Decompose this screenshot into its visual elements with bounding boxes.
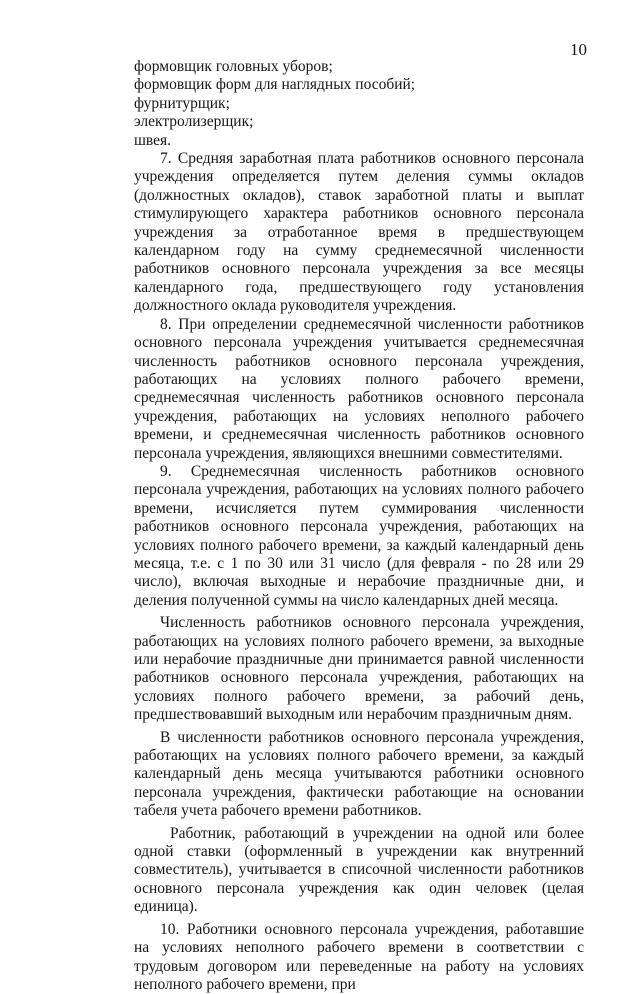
- paragraph-8: 8. При определении среднемесячной численности работников основного персонала учреждения учитывается среднемесячная численность работников основного персонала учреждения, работающих на условиях полного рабочего времени, среднемесячная численность работников основного персонала учреждения, работающих на условиях неполного рабочего времени, и среднемесячная численность работников основного персонала учреждения, являющихся внешними совместителями.: [134, 315, 584, 462]
- list-item: швея.: [134, 131, 172, 149]
- paragraph-10: 10. Работники основного персонала учреждения, работавшие на условиях неполного рабочего времени в соответствии с трудовым договором или переведенные на работу на условиях неполного рабочего времени, при: [134, 920, 584, 993]
- list-item: электролизерщик;: [134, 113, 254, 131]
- paragraph-7: 7. Средняя заработная плата работников основного персонала учреждения определяется путем деления суммы окладов (должностных окладов), ставок заработной платы и выплат стимулирующего характера работников основного персонала учреждения за отработанное время в предшествующем календарном году на сумму среднемесячной численности работников основного персонала учреждения за все месяцы календарного года, предшествующего году установления должностного оклада руководителя учреждения.: [134, 150, 584, 315]
- paragraph-internal-part-timer: Работник, работающий в учреждении на одной или более одной ставки (оформленный в учреждении как внутренний совместитель), учитывается в списочной численности работников основного персонала учреждения как один человек (целая единица).: [134, 824, 584, 916]
- profession-list: [134, 58, 584, 150]
- list-item: фурнитурщик;: [134, 94, 230, 112]
- document-body: [134, 58, 584, 994]
- list-item: формовщик форм для наглядных пособий;: [134, 76, 416, 94]
- page-number: 10: [570, 40, 587, 59]
- paragraph-weekend-count: Численность работников основного персонала учреждения, работающих на условиях полного рабочего времени, за выходные или нерабочие праздничные дни принимается равной численности работников основного персонала учреждения, работающих на условиях полного рабочего времени, за рабочий день, предшествовавший выходным или нерабочим праздничным дням.: [134, 614, 584, 724]
- list-item: формовщик головных уборов;: [134, 58, 333, 75]
- paragraph-9: 9. Среднемесячная численность работников основного персонала учреждения, работающих на условиях полного рабочего времени, исчисляется путем суммирования численности работников основного персонала учреждения, работающих на условиях полного рабочего времени, за каждый календарный день месяца, т.е. с 1 по 30 или 31 число (для февраля - по 28 или 29 число), включая выходные и нерабочие праздничные дни, и деления полученной суммы на число календарных дней месяца.: [134, 462, 584, 609]
- paragraph-daily-count: В численности работников основного персонала учреждения, работающих на условиях полного рабочего времени, за каждый календарный день месяца учитываются работники основного персонала учреждения, фактически работающие на основании табеля учета рабочего времени работников.: [134, 728, 584, 820]
